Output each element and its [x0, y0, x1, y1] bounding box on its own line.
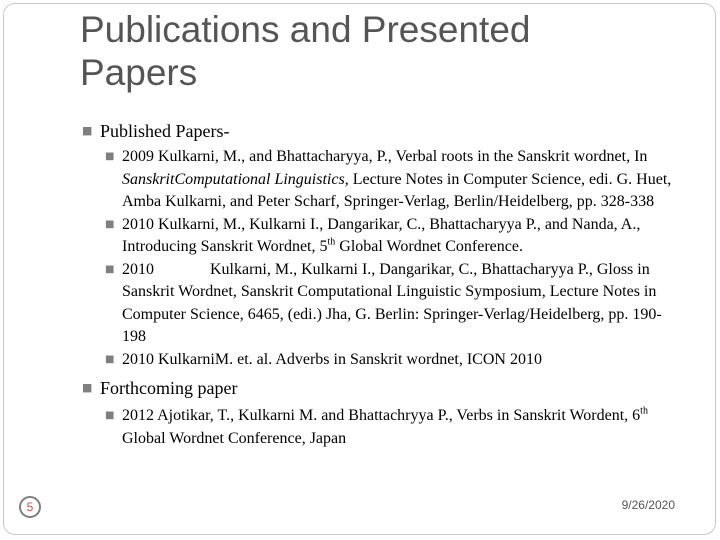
- bullet-icon: ■: [82, 124, 93, 137]
- bullet-icon: ■: [82, 381, 93, 394]
- bullet-icon: ■: [105, 218, 115, 230]
- forthcoming-item: [102, 405, 680, 450]
- publication-text: Global Wordnet Conference.: [335, 238, 523, 255]
- publication-text: Kulkarni, M., Kulkarni I., Dangarikar, C., Bhattacharyya P., Gloss in Sanskrit Wordnet, Sanskrit Computational Linguistic Symposium, Lecture Notes in Computer Science, 6465, (edi.) Jha, G. Berlin: Springer-Verlag/Heidelberg, pp. 190-198: [122, 260, 662, 345]
- bullet-icon: ■: [105, 410, 115, 421]
- slide-body: [80, 120, 680, 450]
- bullet-icon: ■: [105, 263, 115, 275]
- superscript: th: [327, 236, 336, 248]
- bullet-icon: ■: [105, 151, 115, 162]
- slide-title: Publications and Presented Papers: [80, 9, 531, 93]
- publication-year: 2010: [122, 260, 154, 278]
- publication-text: 2009 Kulkarni, M., and Bhattacharyya, P., Verbal roots in the Sanskrit wordnet, In: [122, 148, 648, 165]
- publication-text: , Lecture Notes in Computer Science, edi. G. Huet, Amba Kulkarni, and Peter Scharf, Springer-Verlag, Berlin/Heidelberg, pp. 328-338: [122, 170, 672, 210]
- forthcoming-paper-heading: [80, 377, 680, 399]
- publication-text: 2010 KulkarniM. et. al. Adverbs in Sanskrit wordnet, ICON 2010: [122, 350, 542, 368]
- bullet-icon: ■: [105, 353, 115, 365]
- publication-item: [102, 214, 680, 259]
- superscript: th: [640, 405, 648, 417]
- slide-number-badge: 5: [19, 496, 41, 518]
- slide-date: 9/26/2020: [621, 498, 675, 512]
- published-papers-heading: [80, 120, 680, 142]
- publication-italic-text: SanskritComputational Linguistics: [122, 170, 345, 188]
- publication-text: 2010 Kulkarni, M., Kulkarni I., Dangarikar, C., Bhattacharyya P., and Nanda, A., Introducing Sanskrit Wordnet, 5: [122, 215, 641, 255]
- publication-item: [102, 146, 680, 214]
- forthcoming-heading-text: Forthcoming paper: [100, 378, 238, 398]
- publication-text: 2012 Ajotikar, T., Kulkarni M. and Bhattachryya P., Verbs in Sanskrit Wordent, 6: [122, 407, 641, 424]
- publication-text: Global Wordnet Conference, Japan: [122, 429, 347, 447]
- publication-item: [102, 349, 680, 372]
- published-heading-text: Published Papers-: [100, 121, 230, 141]
- publication-item: [102, 259, 680, 349]
